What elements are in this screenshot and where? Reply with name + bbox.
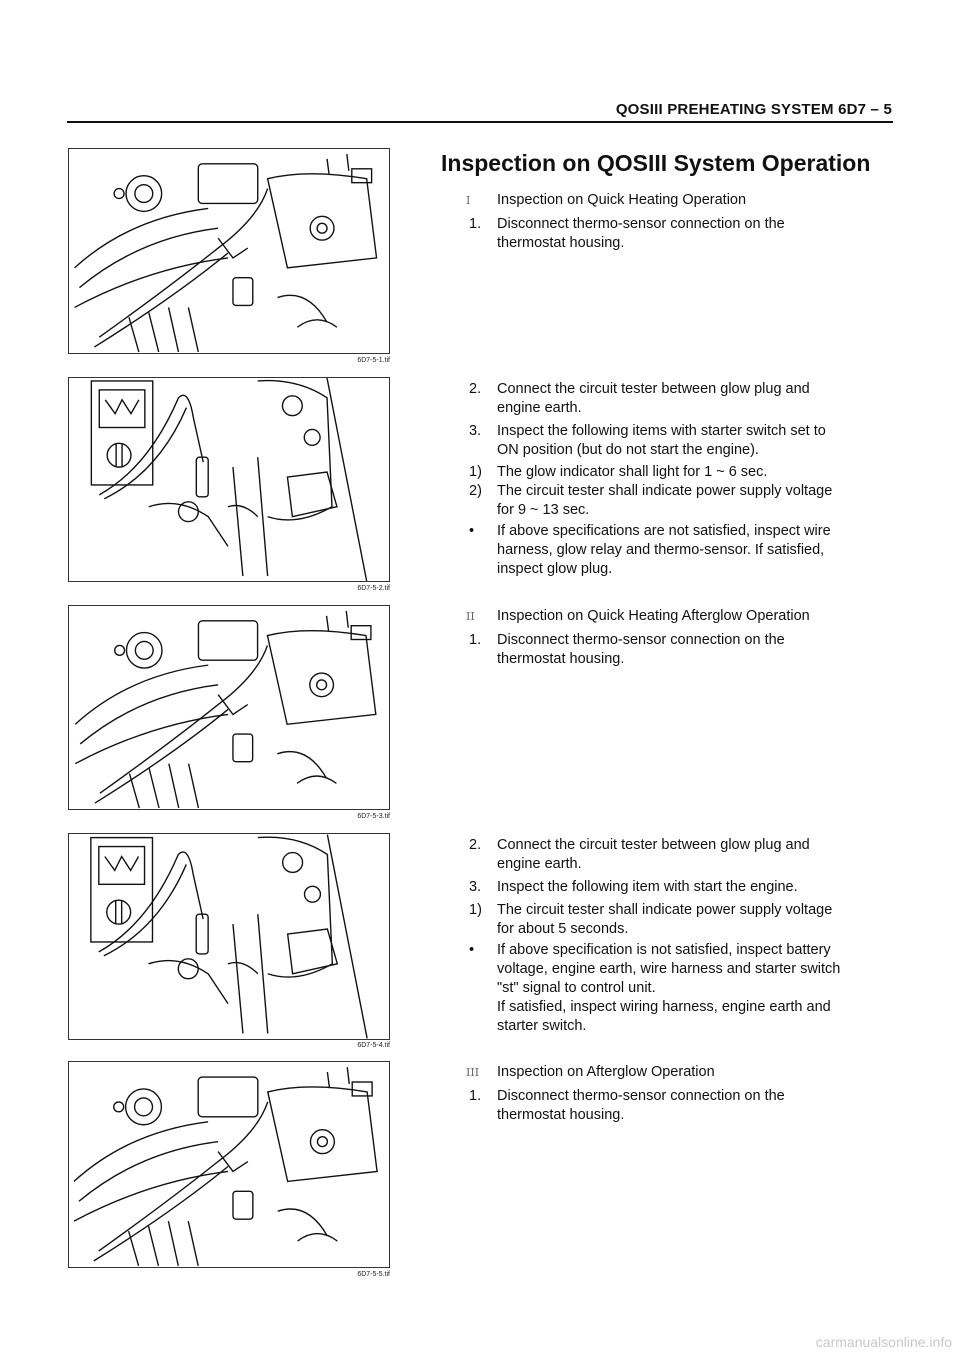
figure-caption: 6D7-5-5.tif [357, 1271, 390, 1278]
step-text: Inspect the following item with start the engine. [497, 879, 798, 895]
step-text: ON position (but do not start the engine). [497, 442, 759, 458]
figure-caption: 6D7-5-3.tif [357, 813, 390, 820]
section-title-1: Inspection on Quick Heating Operation [497, 192, 747, 208]
figure-engine-thermo-sensor-3 [68, 1061, 390, 1268]
step-text: thermostat housing. [497, 235, 625, 251]
roman-marker-1: I [466, 194, 471, 207]
bullet-marker: • [469, 523, 475, 539]
figure-circuit-tester-1 [68, 377, 390, 582]
figure-engine-thermo-sensor-1 [68, 148, 390, 354]
step-text: engine earth. [497, 400, 582, 416]
figure-caption: 6D7-5-1.tif [357, 357, 390, 364]
section-title-3: Inspection on Afterglow Operation [497, 1064, 715, 1080]
figure-caption: 6D7-5-4.tif [357, 1042, 390, 1049]
substep-number: 1) [469, 464, 482, 480]
figure-circuit-tester-2 [68, 833, 390, 1040]
step-text: Disconnect thermo-sensor connection on the [497, 216, 785, 232]
substep-text: The circuit tester shall indicate power supply voltage [497, 902, 833, 918]
page-header-title: QOSIII PREHEATING SYSTEM 6D7 – 5 [615, 101, 892, 118]
bullet-text: harness, glow relay and thermo-sensor. If satisfied, [497, 542, 825, 558]
substep-text: for 9 ~ 13 sec. [497, 502, 590, 518]
step-text: Disconnect thermo-sensor connection on the [497, 632, 785, 648]
section-title-2: Inspection on Quick Heating Afterglow Operation [497, 608, 810, 624]
step-number: 3. [469, 879, 482, 895]
step-text: thermostat housing. [497, 1107, 625, 1123]
footer-watermark: carmanualsonline.info [815, 1334, 952, 1350]
substep-text: for about 5 seconds. [497, 921, 629, 937]
bullet-text: If above specification is not satisfied, inspect battery [497, 942, 831, 958]
bullet-text: If above specifications are not satisfied, inspect wire [497, 523, 831, 539]
substep-text: The circuit tester shall indicate power supply voltage [497, 483, 833, 499]
step-text: thermostat housing. [497, 651, 625, 667]
step-number: 1. [469, 632, 482, 648]
step-number: 2. [469, 381, 482, 397]
roman-marker-3: III [466, 1066, 480, 1079]
step-number: 3. [469, 423, 482, 439]
figure-caption: 6D7-5-2.tif [357, 585, 390, 592]
step-number: 2. [469, 837, 482, 853]
step-text: engine earth. [497, 856, 582, 872]
step-text: Connect the circuit tester between glow plug and [497, 381, 810, 397]
bullet-text: If satisfied, inspect wiring harness, engine earth and [497, 999, 831, 1015]
step-text: Disconnect thermo-sensor connection on the [497, 1088, 785, 1104]
substep-number: 1) [469, 902, 482, 918]
substep-text: The glow indicator shall light for 1 ~ 6 sec. [497, 464, 768, 480]
step-text: Connect the circuit tester between glow plug and [497, 837, 810, 853]
substep-number: 2) [469, 483, 482, 499]
page-heading: Inspection on QOSIII System Operation [441, 150, 871, 176]
step-number: 1. [469, 1088, 482, 1104]
bullet-text: "st" signal to control unit. [497, 980, 656, 996]
figure-engine-thermo-sensor-2 [68, 605, 390, 810]
bullet-text: inspect glow plug. [497, 561, 613, 577]
roman-marker-2: II [466, 610, 475, 623]
step-number: 1. [469, 216, 482, 232]
bullet-marker: • [469, 942, 475, 958]
bullet-text: starter switch. [497, 1018, 587, 1034]
bullet-text: voltage, engine earth, wire harness and starter switch [497, 961, 841, 977]
header-rule [67, 121, 893, 123]
step-text: Inspect the following items with starter switch set to [497, 423, 826, 439]
